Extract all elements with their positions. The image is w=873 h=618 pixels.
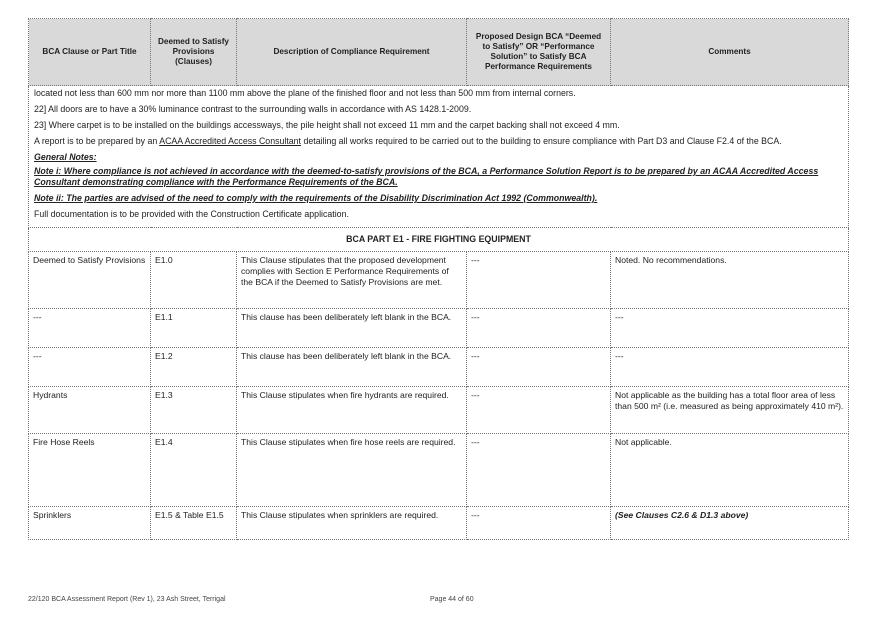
footer-page-number: Page 44 of 60 — [430, 596, 474, 603]
table-row — [29, 348, 849, 387]
row-title: Fire Hose Reels — [29, 434, 151, 507]
row-title: Hydrants — [29, 387, 151, 434]
section-title: BCA PART E1 - FIRE FIGHTING EQUIPMENT — [29, 228, 849, 252]
row-clause: E1.0 — [151, 252, 237, 309]
row-title: --- — [29, 348, 151, 387]
notes-row — [29, 86, 849, 228]
table-row — [29, 434, 849, 507]
row-proposed: --- — [467, 309, 611, 348]
row-description: This clause has been deliberately left blank in the BCA. — [237, 348, 467, 387]
footer-report-reference: 22/120 BCA Assessment Report (Rev 1), 23 Ash Street, Terrigal — [28, 596, 226, 603]
row-description: This Clause stipulates when sprinklers are required. — [237, 507, 467, 540]
notes-block — [29, 86, 848, 227]
section-title-row — [29, 228, 849, 252]
row-title: --- — [29, 309, 151, 348]
row-proposed: --- — [467, 348, 611, 387]
table-row — [29, 507, 849, 540]
row-clause: E1.4 — [151, 434, 237, 507]
report-text-post: detailing all works required to be carried out to the building to ensure compliance with Part D3 and Clause F2.4 of the BCA. — [301, 136, 782, 146]
row-title: Deemed to Satisfy Provisions — [29, 252, 151, 309]
table-row — [29, 252, 849, 309]
row-clause: E1.3 — [151, 387, 237, 434]
header-dts-provisions: Deemed to Satisfy Provisions (Clauses) — [151, 19, 237, 86]
row-clause: E1.1 — [151, 309, 237, 348]
header-clause-title: BCA Clause or Part Title — [29, 19, 151, 86]
bca-assessment-table — [28, 18, 849, 540]
row-title: Sprinklers — [29, 507, 151, 540]
header-proposed-design: Proposed Design BCA “Deemed to Satisfy” OR “Performance Solution” to Satisfy BCA Performance Requirements — [467, 19, 611, 86]
acaa-consultant-link: ACAA Accredited Access Consultant — [159, 136, 302, 146]
row-comments: (See Clauses C2.6 & D1.3 above) — [611, 507, 849, 540]
notes-line-23: 23] Where carpet is to be installed on the buildings accessways, the pile height shall not exceed 11 mm and the carpet backing shall not exceed 4 mm. — [34, 120, 620, 130]
row-comments: Not applicable. — [611, 434, 849, 507]
notes-report — [34, 136, 843, 147]
notes-line-continued: located not less than 600 mm nor more than 1100 mm above the plane of the finished floor and not less than 500 mm from internal corners. — [34, 88, 576, 98]
row-clause: E1.5 & Table E1.5 — [151, 507, 237, 540]
row-comments: Noted. No recommendations. — [611, 252, 849, 309]
table-row — [29, 309, 849, 348]
row-comments: --- — [611, 309, 849, 348]
header-description: Description of Compliance Requirement — [237, 19, 467, 86]
general-notes-heading: General Notes: — [34, 152, 97, 162]
row-description: This Clause stipulates when fire hose reels are required. — [237, 434, 467, 507]
row-description: This Clause stipulates when fire hydrants are required. — [237, 387, 467, 434]
row-comments: --- — [611, 348, 849, 387]
row-proposed: --- — [467, 387, 611, 434]
header-comments: Comments — [611, 19, 849, 86]
note-i: Note i: Where compliance is not achieved in accordance with the deemed-to-satisfy provisions of the BCA, a Performance Solution Report is to be prepared by an ACAA Accredited Access Consultant demonstrating compliance with the Performance Requirements of the BCA. — [34, 166, 819, 187]
row-clause: E1.2 — [151, 348, 237, 387]
row-proposed: --- — [467, 252, 611, 309]
row-description: This clause has been deliberately left blank in the BCA. — [237, 309, 467, 348]
note-ii: Note ii: The parties are advised of the need to comply with the requirements of the Disability Discrimination Act 1992 (Commonwealth). — [34, 193, 598, 203]
report-text-pre: A report is to be prepared by an — [34, 136, 160, 146]
document-page — [28, 18, 848, 540]
notes-line-22: 22] All doors are to have a 30% luminance contrast to the surrounding walls in accordance with AS 1428.1-2009. — [34, 104, 472, 114]
table-row — [29, 387, 849, 434]
row-proposed: --- — [467, 434, 611, 507]
row-description: This Clause stipulates that the proposed development complies with Section E Performance Requirements of the BCA if the Deemed to Satisfy Provisions are met. — [237, 252, 467, 309]
row-comments: Not applicable as the building has a total floor area of less than 500 m² (i.e. measured as being approximately 410 m²). — [611, 387, 849, 434]
table-header-row — [29, 19, 849, 86]
row-proposed: --- — [467, 507, 611, 540]
full-documentation-note: Full documentation is to be provided with the Construction Certificate application. — [34, 209, 349, 219]
